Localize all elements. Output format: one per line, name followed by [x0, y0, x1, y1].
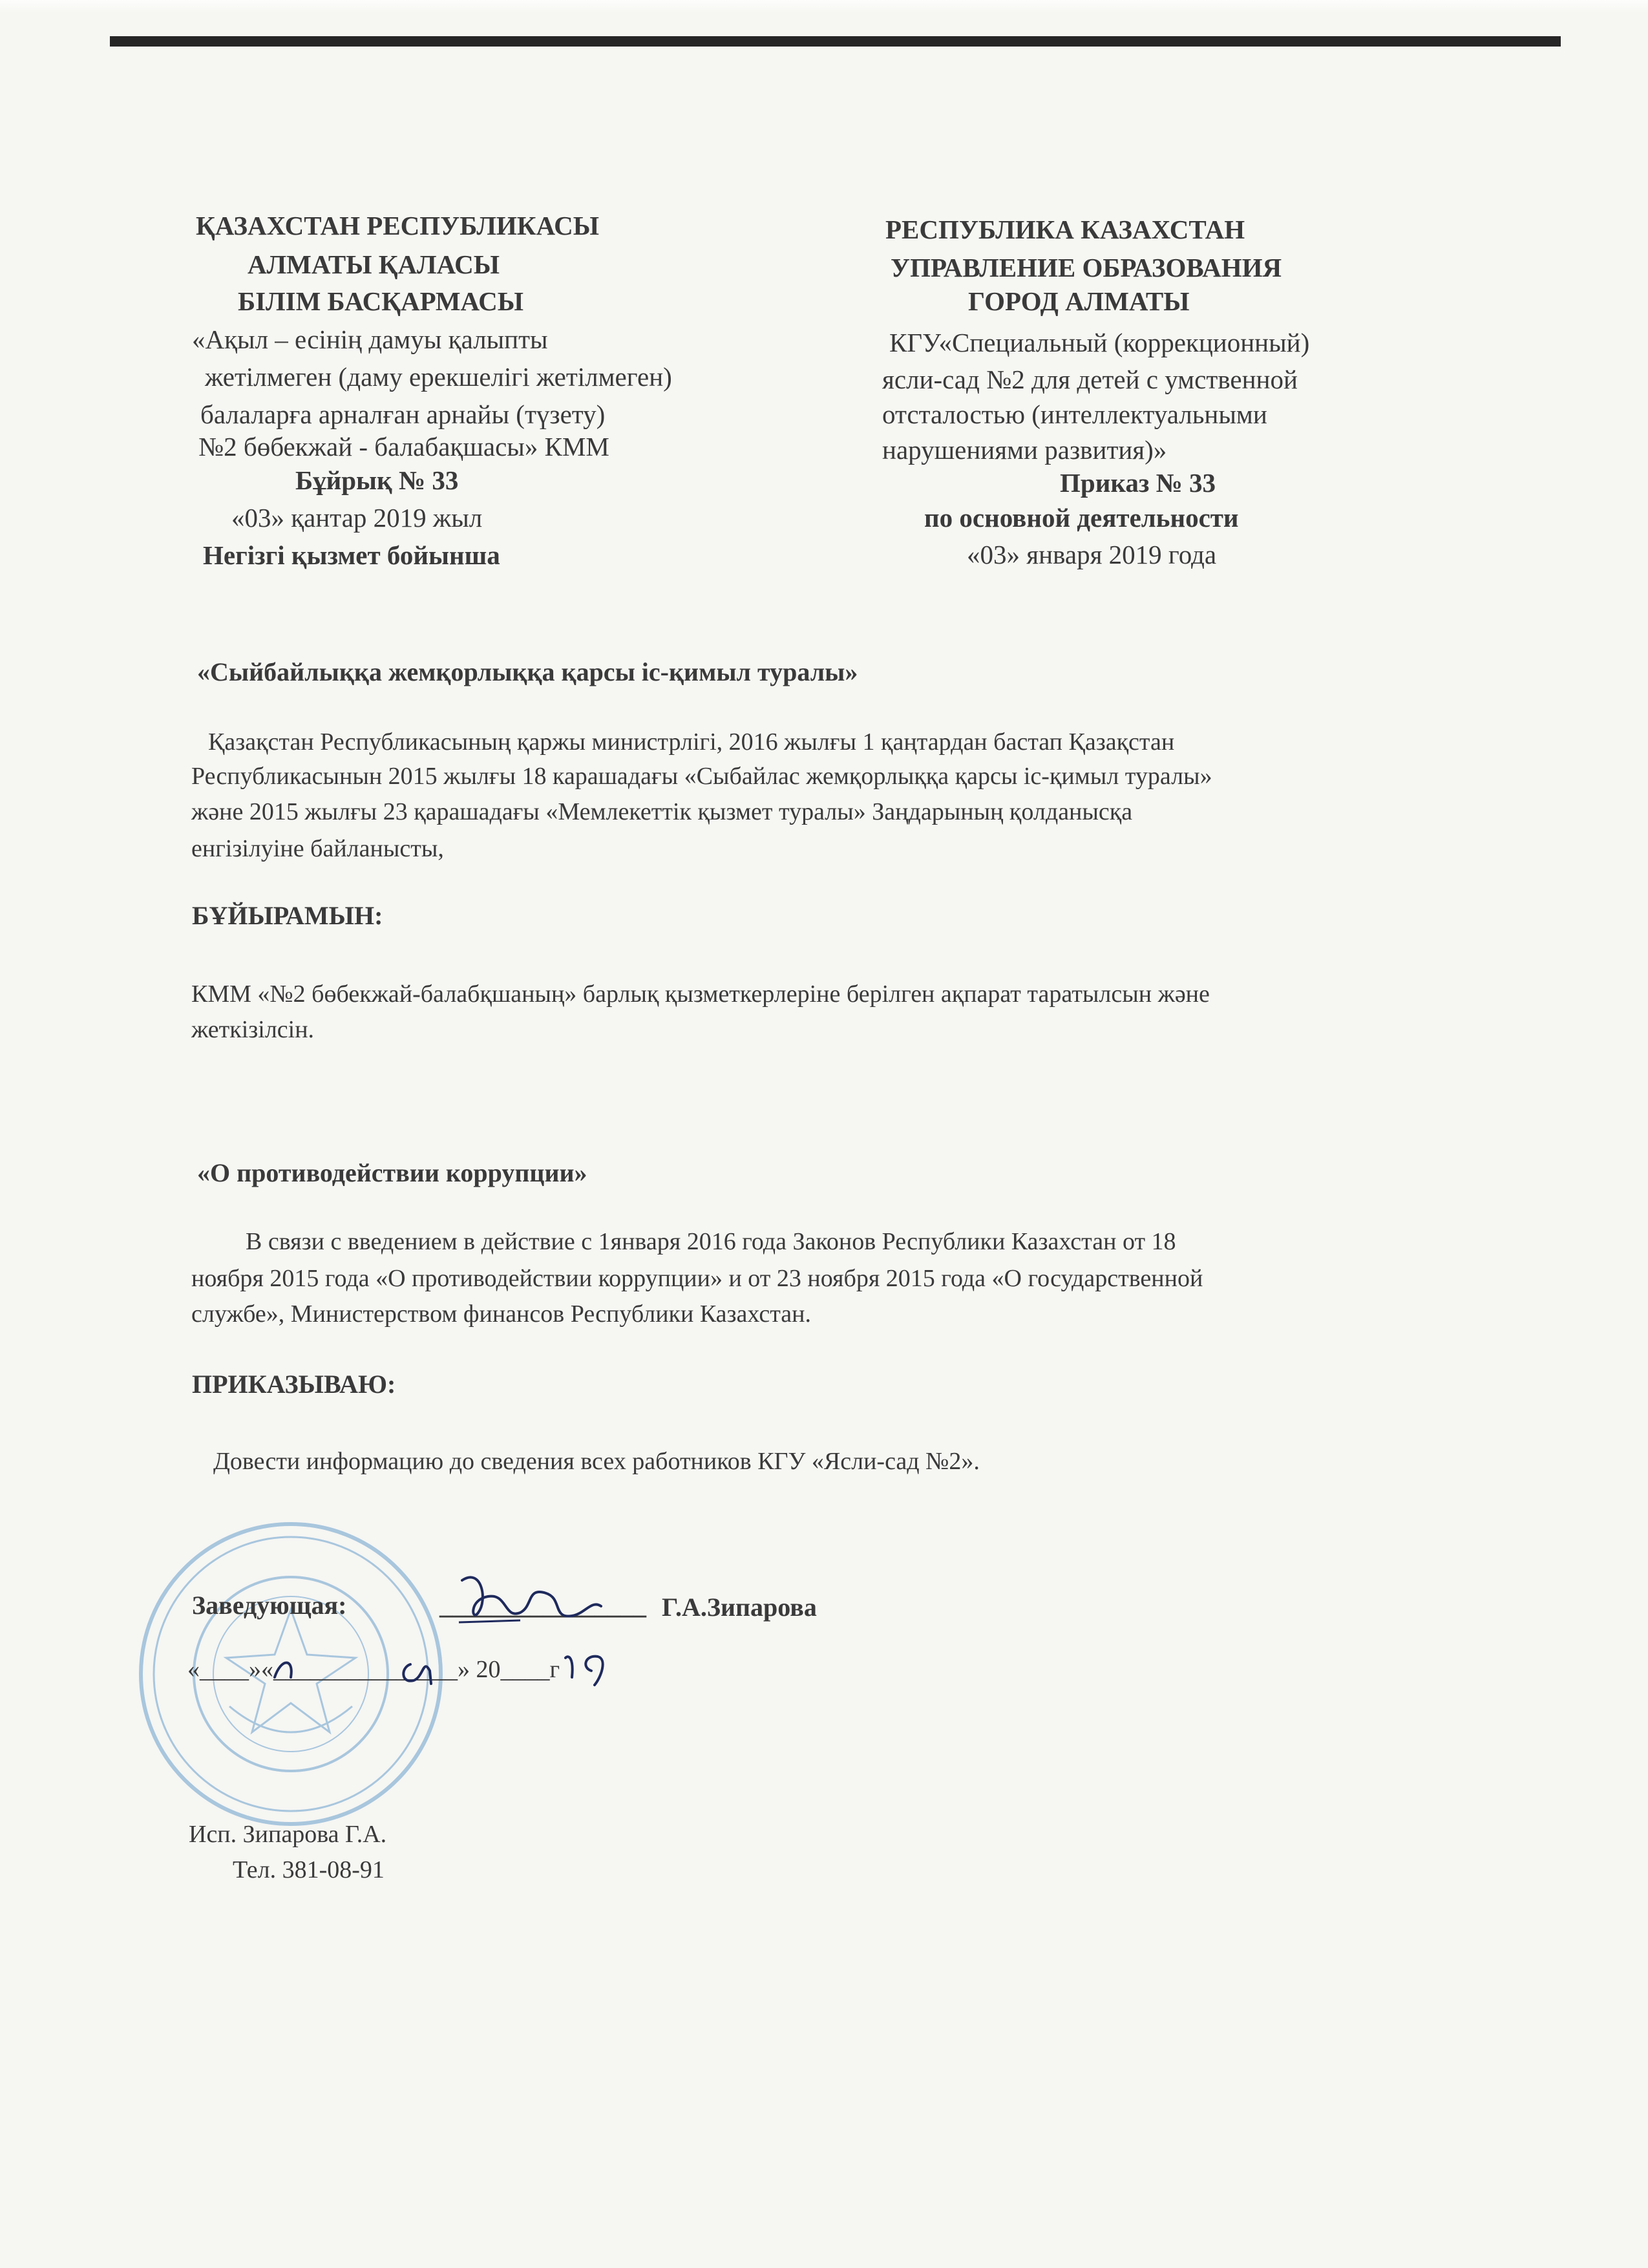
signature-role: Заведующая:: [192, 1591, 347, 1620]
right-activity: по основной деятельности: [924, 503, 1239, 533]
phone: Тел. 381-08-91: [233, 1856, 385, 1883]
handwritten-date-icon: [262, 1645, 456, 1697]
left-org-line2: жетілмеген (даму ерекшелігі жетілмеген): [205, 362, 672, 392]
kz-section-title: «Сыйбайлыққа жемқорлыққа қарсы іс-қимыл туралы»: [197, 657, 858, 686]
handwritten-year-icon: [556, 1645, 627, 1690]
ru-para-line2: ноября 2015 года «О противодействии коррупции» и от 23 ноября 2015 года «О государственной: [191, 1265, 1203, 1292]
ru-directive-line1: Довести информацию до сведения всех работников КГУ «Ясли-сад №2».: [213, 1448, 980, 1475]
ru-para-line1: В связи с введением в действие с 1января 2016 года Законов Республики Казахстан от 18: [246, 1228, 1176, 1255]
kz-para-line1: Қазақстан Республикасының қаржы министрлігі, 2016 жылғы 1 қаңтардан бастап Қазақстан: [208, 728, 1175, 756]
right-order-date: «03» января 2019 года: [967, 540, 1217, 569]
executor: Исп. Зипарова Г.А.: [189, 1821, 387, 1848]
left-org-line1: «Ақыл – есінің дамуы қалыпты: [192, 324, 548, 354]
right-header-line3: ГОРОД АЛМАТЫ: [968, 286, 1190, 316]
ru-section-title: «О противодействии коррупции»: [197, 1158, 587, 1187]
right-order-number: Приказ № 33: [1060, 468, 1216, 498]
signature-line: ________________: [439, 1591, 646, 1620]
scan-top-rule: [110, 36, 1561, 47]
left-header-line3: БІЛІМ БАСҚАРМАСЫ: [238, 286, 523, 316]
right-header-line1: РЕСПУБЛИКА КАЗАХСТАН: [885, 215, 1245, 244]
kz-directive-line1: КММ «№2 бөбекжай-балабқшаның» барлық қызметкерлеріне берілген ақпарат таратылсын және: [191, 980, 1210, 1008]
kz-para-line2: Республикасынын 2015 жылғы 18 карашадағы «Сыбайлас жемқорлыққа қарсы іс-қимыл туралы»: [191, 763, 1212, 790]
kz-directive-line2: жеткізілсін.: [191, 1016, 315, 1043]
kz-para-line4: енгізілуіне байланысты,: [191, 835, 444, 862]
signature-date-line: «____»«_______________» 20____г: [187, 1656, 560, 1683]
page-top-edge: [0, 0, 1648, 13]
left-order-date: «03» қантар 2019 жыл: [231, 503, 483, 533]
left-header-line2: АЛМАТЫ ҚАЛАСЫ: [248, 249, 500, 279]
ru-para-line3: службе», Министерством финансов Республики Казахстан.: [191, 1300, 811, 1328]
right-header-line2: УПРАВЛЕНИЕ ОБРАЗОВАНИЯ: [891, 253, 1282, 282]
left-header-line1: ҚАЗАХСТАН РЕСПУБЛИКАСЫ: [196, 211, 599, 240]
handwritten-signature-icon: [443, 1561, 611, 1638]
left-org-line4: №2 бөбекжай - балабақшасы» КММ: [198, 432, 609, 461]
left-order-number: Бұйрық № 33: [295, 465, 459, 495]
signature-name: Г.А.Зипарова: [662, 1593, 817, 1622]
kz-para-line3: және 2015 жылғы 23 қарашадағы «Мемлекеттік қызмет туралы» Заңдарының қолданысқа: [191, 798, 1133, 825]
left-activity: Негізгі қызмет бойынша: [203, 540, 500, 570]
right-org-line1: КГУ«Специальный (коррекционный): [889, 328, 1310, 357]
ru-command: ПРИКАЗЫВАЮ:: [192, 1370, 396, 1399]
kz-command: БҰЙЫРАМЫН:: [192, 901, 383, 930]
left-org-line3: балаларға арналған арнайы (түзету): [200, 399, 606, 429]
right-org-line2: ясли-сад №2 для детей с умственной: [882, 365, 1298, 394]
right-org-line3: отсталостью (интеллектуальными: [882, 399, 1267, 429]
right-org-line4: нарушениями развития)»: [882, 435, 1167, 465]
